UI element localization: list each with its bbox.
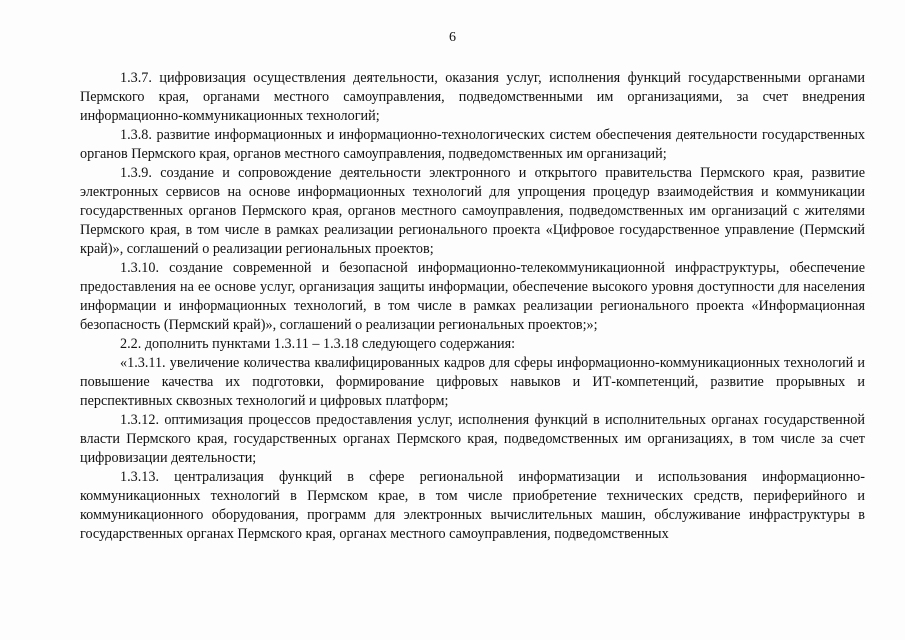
paragraph-1-3-11: «1.3.11. увеличение количества квалифицированных кадров для сферы информационно-коммуникационных технологий и повышение качества их подготовки, формирование цифровых навыков и ИТ-компетенций, развитие прорывных и перспективных сквозных технологий и цифровых платформ; <box>80 355 865 409</box>
paragraph-1-3-10: 1.3.10. создание современной и безопасной информационно-телекоммуникационной инфраструктуры, обеспечение предоставления на ее основе услуг, организация защиты информации, обеспечение высокого уровня доступности для населения информации и информационных технологий, в том числе в рамках реализации регионального проекта «Информационная безопасность (Пермский край)», соглашений о реализации региональных проектов;»; <box>80 260 865 333</box>
paragraph-2-2: 2.2. дополнить пунктами 1.3.11 – 1.3.18 следующего содержания: <box>120 336 516 352</box>
paragraph-1-3-7: 1.3.7. цифровизация осуществления деятельности, оказания услуг, исполнения функций государственными органами Пермского края, органами местного самоуправления, подведомственными им организациями, за счет внедрения информационно-коммуникационных технологий; <box>80 70 865 124</box>
document-body <box>80 69 865 544</box>
paragraph-1-3-13: 1.3.13. централизация функций в сфере региональной информатизации и использования информационно-коммуникационных технологий в Пермском крае, в том числе приобретение технических средств, периферийного и коммуникационного оборудования, программ для электронных вычислительных машин, обслуживание инфраструктуры в государственных органах Пермского края, органах местного самоуправления, подведомственных <box>80 469 865 542</box>
paragraph-1-3-8: 1.3.8. развитие информационных и информационно-технологических систем обеспечения деятельности государственных органов Пермского края, органов местного самоуправления, подведомственных им организаций; <box>80 127 865 162</box>
paragraph-1-3-9: 1.3.9. создание и сопровождение деятельности электронного и открытого правительства Пермского края, развитие электронных сервисов на основе информационных технологий для упрощения процедур взаимодействия и коммуникации государственных органов Пермского края, органов местного самоуправления, подведомственных им организаций с жителями Пермского края, в том числе в рамках реализации регионального проекта «Цифровое государственное управление (Пермский край)», соглашений о реализации региональных проектов; <box>80 165 865 257</box>
paragraph-1-3-12: 1.3.12. оптимизация процессов предоставления услуг, исполнения функций в исполнительных органах государственной власти Пермского края, государственных органах Пермского края, подведомственных им организациях, в том числе за счет цифровизации деятельности; <box>80 412 865 466</box>
page-number: 6 <box>449 30 456 45</box>
